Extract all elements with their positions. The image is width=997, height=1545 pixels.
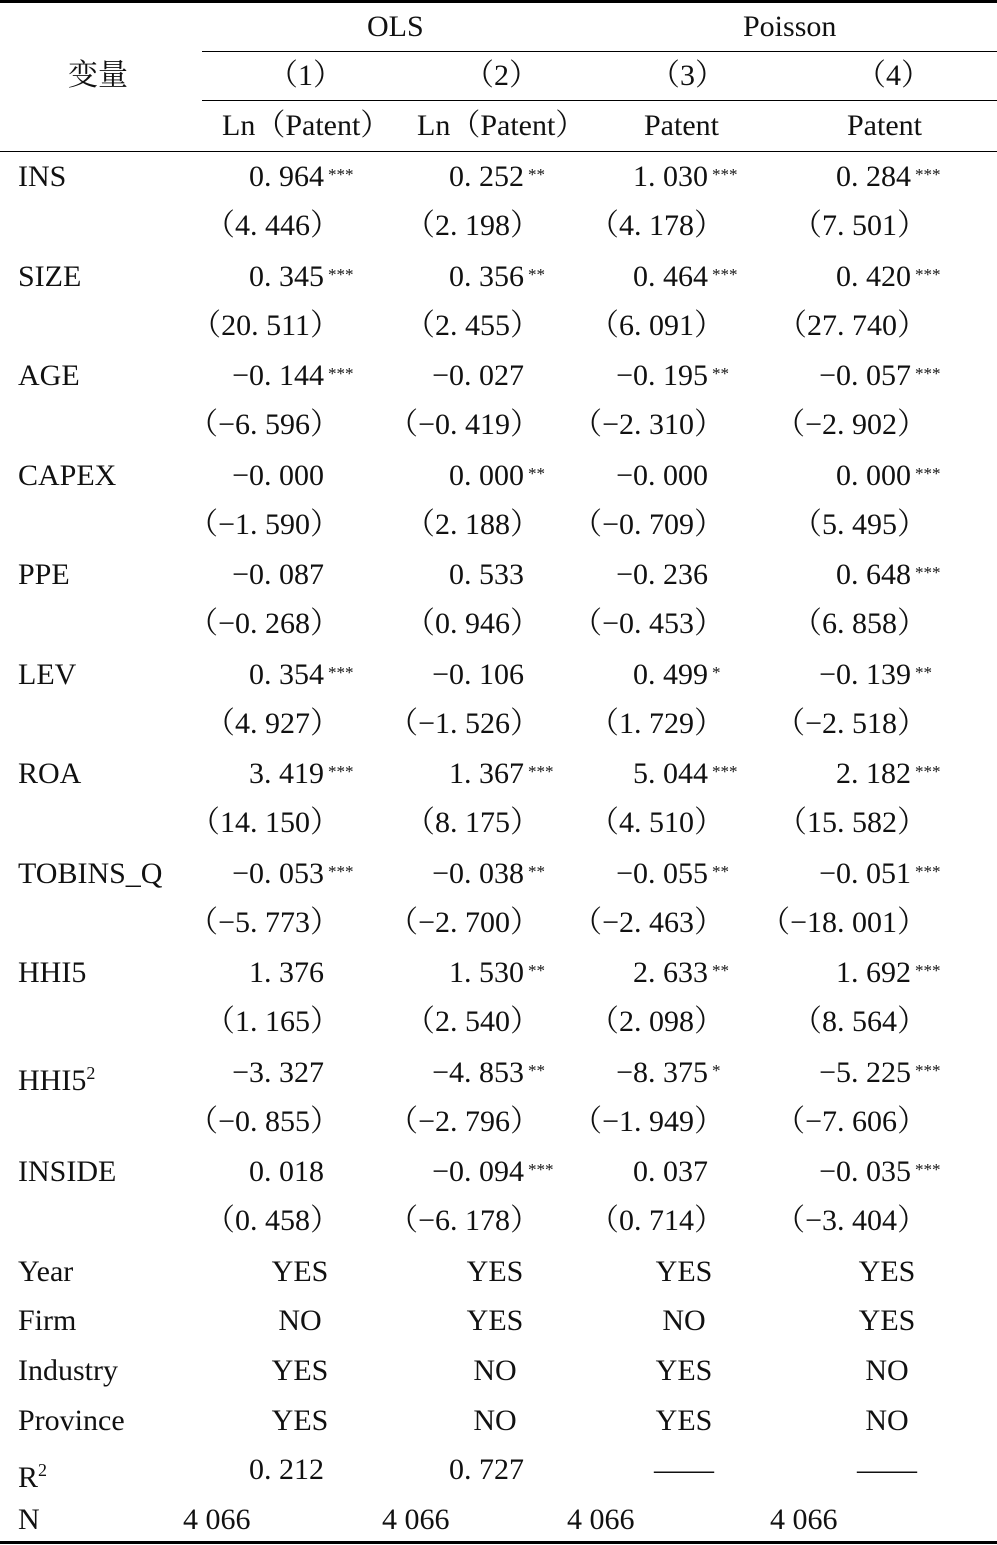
coef-value: 1. 367: [449, 757, 524, 790]
row-label: [18, 459, 116, 493]
coef-cell: [249, 757, 354, 791]
coef-value: −0. 087: [232, 558, 324, 591]
std-error-cell: （−18. 001）: [760, 905, 927, 939]
control-value: YES: [271, 1403, 329, 1437]
coef-cell: [249, 1155, 324, 1189]
std-error-cell: （−2. 796）: [388, 1104, 540, 1138]
coef-cell: [432, 1155, 554, 1189]
coef-value: 1. 530: [449, 956, 524, 989]
coef-cell: [836, 956, 941, 990]
std-error-cell: （8. 175）: [405, 806, 540, 839]
coef-value: 1. 030: [633, 160, 708, 193]
significance-stars: ***: [915, 165, 941, 184]
coef-cell: [633, 956, 729, 990]
std-error-cell: （1. 165）: [205, 1005, 340, 1038]
std-error-cell: （−3. 404）: [775, 1204, 927, 1237]
r2-value: 0. 212: [249, 1453, 324, 1487]
std-error-cell: （15. 582）: [777, 806, 927, 839]
control-value: NO: [865, 1403, 909, 1437]
row-label: [18, 359, 80, 393]
std-error-cell: （−1. 590）: [188, 507, 340, 541]
coef-cell: [616, 856, 729, 891]
std-error-cell: （2. 455）: [405, 308, 540, 342]
std-error-cell: （2. 188）: [405, 507, 540, 541]
row-label-text: PPE: [18, 558, 70, 591]
coef-value: 0. 356: [449, 259, 524, 293]
coef-cell: [449, 458, 545, 493]
coef-cell: [633, 757, 738, 791]
coef-cell: [633, 259, 738, 294]
coef-cell: [249, 657, 354, 692]
r2-label-text: R: [18, 1461, 39, 1495]
significance-stars: ***: [328, 662, 354, 682]
std-error-cell: （6. 091）: [589, 308, 724, 342]
significance-stars: ***: [915, 762, 941, 781]
n-value: 4 066: [183, 1503, 251, 1536]
significance-stars: ***: [528, 1160, 554, 1179]
coef-cell: [616, 1055, 721, 1090]
control-value: NO: [865, 1353, 909, 1387]
std-error-cell: （−0. 453）: [572, 607, 724, 640]
coef-cell: [616, 359, 729, 393]
n-value: 4 066: [770, 1503, 838, 1536]
control-label: Province: [18, 1403, 125, 1437]
n-value: 4 066: [567, 1503, 635, 1536]
std-error-cell: （−5. 773）: [188, 905, 340, 939]
row-label: [18, 757, 81, 791]
row-label-text: HHI5: [18, 956, 87, 989]
row-label: [18, 160, 66, 194]
top-rule: [0, 0, 997, 3]
col-num-4: （4）: [856, 59, 931, 92]
coef-value: 0. 648: [836, 558, 911, 591]
std-error-cell: （0. 714）: [589, 1204, 724, 1237]
coef-value: 0. 018: [249, 1155, 324, 1188]
coef-cell: [633, 160, 738, 194]
coef-value: 0. 464: [633, 259, 708, 293]
significance-stars: ***: [328, 364, 354, 383]
dep-var-2: Ln（Patent）: [417, 109, 586, 142]
coef-value: 2. 633: [633, 956, 708, 989]
dep-var-4: Patent: [847, 109, 922, 142]
control-label: Industry: [18, 1353, 118, 1387]
coef-cell: [449, 757, 554, 791]
r2-value: ——: [654, 1453, 714, 1487]
coef-cell: [449, 956, 545, 990]
coef-cell: [432, 658, 524, 692]
group-ols: OLS: [367, 10, 424, 43]
row-label-text: LEV: [18, 657, 77, 691]
std-error-cell: （−2. 700）: [388, 905, 540, 939]
group-poisson: Poisson: [743, 10, 837, 43]
std-error-cell: （4. 446）: [205, 209, 340, 242]
significance-stars: ***: [328, 165, 354, 184]
coef-cell: [232, 459, 324, 493]
std-error-cell: （−0. 855）: [188, 1104, 340, 1138]
std-error-cell: （−0. 709）: [572, 507, 724, 541]
std-error-cell: （−7. 606）: [775, 1104, 927, 1138]
colnum-underline: [202, 100, 997, 101]
significance-stars: ***: [915, 364, 941, 383]
coef-cell: [432, 359, 524, 393]
control-value: YES: [655, 1254, 713, 1288]
std-error-cell: （−2. 518）: [775, 706, 927, 740]
coef-cell: [232, 558, 324, 592]
col-num-3: （3）: [650, 59, 725, 92]
significance-stars: ***: [528, 762, 554, 781]
n-label: N: [18, 1503, 40, 1536]
std-error-cell: （2. 540）: [405, 1005, 540, 1038]
significance-stars: ***: [915, 961, 941, 980]
coef-value: −0. 051: [819, 856, 911, 890]
row-label: [18, 1155, 116, 1189]
coef-value: −0. 139: [819, 657, 911, 691]
significance-stars: ***: [915, 1160, 941, 1179]
col-num-2: （2）: [464, 59, 539, 92]
coef-value: −5. 225: [819, 1055, 911, 1089]
significance-stars: ***: [915, 1060, 941, 1080]
coef-value: −0. 000: [232, 458, 324, 492]
dep-var-1: Ln（Patent）: [222, 109, 391, 142]
significance-stars: **: [915, 662, 932, 682]
std-error-cell: （0. 458）: [205, 1204, 340, 1237]
std-error-cell: （1. 729）: [589, 706, 724, 740]
std-error-cell: （−6. 178）: [388, 1204, 540, 1237]
coef-cell: [449, 558, 524, 592]
significance-stars: **: [712, 364, 729, 383]
control-label: Firm: [18, 1304, 77, 1338]
coef-value: −0. 035: [819, 1155, 911, 1188]
std-error-cell: （7. 501）: [792, 209, 927, 242]
std-error-cell: （−2. 902）: [775, 408, 927, 441]
coef-cell: [819, 1155, 941, 1189]
coef-value: −0. 055: [616, 856, 708, 890]
std-error-cell: （−1. 949）: [572, 1104, 724, 1138]
coef-cell: [633, 657, 721, 692]
coef-cell: [232, 856, 354, 891]
coef-value: −3. 327: [232, 1055, 324, 1089]
r2-label-sup: 2: [38, 1460, 48, 1481]
std-error-cell: （0. 946）: [405, 607, 540, 640]
coef-cell: [432, 856, 545, 891]
control-value: YES: [858, 1254, 916, 1288]
coef-cell: [836, 160, 941, 194]
significance-stars: ***: [915, 861, 941, 881]
std-error-cell: （−2. 310）: [572, 408, 724, 441]
coef-cell: [819, 856, 941, 891]
coef-value: −0. 106: [432, 657, 524, 691]
coef-cell: [836, 558, 941, 592]
coef-value: 5. 044: [633, 757, 708, 790]
coef-value: 0. 420: [836, 259, 911, 293]
std-error-cell: （14. 150）: [190, 806, 340, 839]
header-rule: [0, 151, 997, 152]
coef-value: 0. 000: [449, 458, 524, 492]
coef-value: −0. 038: [432, 856, 524, 890]
r2-label: [18, 1453, 47, 1495]
significance-stars: **: [528, 861, 545, 881]
control-value: YES: [271, 1353, 329, 1387]
col-num-1: （1）: [268, 59, 343, 92]
significance-stars: *: [712, 662, 721, 682]
row-label-text: ROA: [18, 757, 82, 790]
coef-value: 0. 499: [633, 657, 708, 691]
coef-value: 0. 000: [836, 458, 911, 492]
control-value: YES: [466, 1254, 524, 1288]
significance-stars: *: [712, 1060, 721, 1080]
std-error-cell: （6. 858）: [792, 607, 927, 640]
significance-stars: ***: [328, 762, 354, 781]
significance-stars: **: [712, 961, 729, 980]
row-label: [18, 260, 81, 294]
significance-stars: **: [712, 861, 729, 881]
coef-cell: [819, 359, 941, 393]
coef-value: −0. 195: [616, 359, 708, 392]
significance-stars: ***: [328, 861, 354, 881]
coef-cell: [633, 1155, 708, 1189]
coef-value: −0. 094: [432, 1155, 524, 1188]
std-error-cell: （27. 740）: [777, 308, 927, 342]
significance-stars: **: [528, 1060, 545, 1080]
significance-stars: ***: [915, 563, 941, 582]
row-label-text: INSIDE: [18, 1155, 117, 1188]
row-label-text: HHI5: [18, 1063, 87, 1097]
significance-stars: ***: [915, 463, 941, 483]
row-label: [18, 1056, 95, 1098]
row-label-text: CAPEX: [18, 458, 117, 492]
control-label: Year: [18, 1254, 74, 1288]
std-error-cell: （−6. 596）: [188, 408, 340, 441]
r2-value: ——: [857, 1453, 917, 1487]
coef-value: 1. 376: [249, 956, 324, 989]
coef-cell: [449, 160, 545, 194]
row-label: [18, 857, 162, 891]
bottom-rule: [0, 1541, 997, 1544]
coef-cell: [249, 259, 354, 294]
row-label-sup: 2: [86, 1062, 96, 1083]
coef-value: 0. 345: [249, 259, 324, 293]
coef-value: −0. 236: [616, 558, 708, 591]
row-label-text: TOBINS_Q: [18, 856, 163, 890]
significance-stars: ***: [712, 165, 738, 184]
coef-cell: [249, 956, 324, 990]
coef-value: 0. 964: [249, 160, 324, 193]
coef-value: −8. 375: [616, 1055, 708, 1089]
control-value: YES: [271, 1254, 329, 1288]
coef-value: 1. 692: [836, 956, 911, 989]
std-error-cell: （20. 511）: [191, 308, 340, 342]
coef-value: −4. 853: [432, 1055, 524, 1089]
coef-value: 2. 182: [836, 757, 911, 790]
std-error-cell: （4. 510）: [589, 806, 724, 839]
std-error-cell: （−0. 268）: [188, 607, 340, 640]
control-value: YES: [858, 1304, 916, 1338]
coef-value: 0. 533: [449, 558, 524, 591]
ols-underline: [202, 51, 997, 52]
std-error-cell: （−1. 526）: [388, 706, 540, 740]
control-value: NO: [473, 1403, 517, 1437]
std-error-cell: （2. 198）: [405, 209, 540, 242]
coef-cell: [616, 459, 708, 493]
row-label-text: SIZE: [18, 259, 82, 293]
coef-cell: [449, 259, 545, 294]
significance-stars: **: [528, 264, 545, 284]
std-error-cell: （2. 098）: [589, 1005, 724, 1038]
significance-stars: ***: [712, 762, 738, 781]
control-value: NO: [278, 1304, 322, 1338]
coef-cell: [836, 259, 941, 294]
row-label: [18, 558, 70, 592]
std-error-cell: （8. 564）: [792, 1005, 927, 1038]
coef-cell: [836, 757, 941, 791]
coef-value: −0. 000: [616, 458, 708, 492]
row-label: [18, 658, 76, 692]
std-error-cell: （−2. 463）: [572, 905, 724, 939]
dep-var-3: Patent: [644, 109, 719, 142]
coef-cell: [616, 558, 708, 592]
coef-value: −0. 027: [432, 359, 524, 392]
significance-stars: ***: [915, 264, 941, 284]
std-error-cell: （−0. 419）: [388, 408, 540, 441]
control-value: YES: [655, 1403, 713, 1437]
row-label: [18, 956, 86, 990]
coef-value: −0. 144: [232, 359, 324, 392]
coef-value: −0. 053: [232, 856, 324, 890]
row-label-text: INS: [18, 160, 67, 193]
significance-stars: **: [528, 463, 545, 483]
control-value: NO: [473, 1353, 517, 1387]
coef-value: 3. 419: [249, 757, 324, 790]
coef-cell: [819, 1055, 941, 1090]
coef-value: 0. 252: [449, 160, 524, 193]
significance-stars: ***: [328, 264, 354, 284]
significance-stars: **: [528, 961, 545, 980]
std-error-cell: （4. 178）: [589, 209, 724, 242]
coef-cell: [819, 657, 932, 692]
coef-cell: [836, 458, 941, 493]
coef-cell: [232, 1056, 324, 1090]
coef-value: 0. 284: [836, 160, 911, 193]
r2-value: 0. 727: [449, 1453, 524, 1487]
std-error-cell: （5. 495）: [792, 507, 927, 541]
control-value: YES: [655, 1353, 713, 1387]
var-header: 变量: [68, 59, 128, 92]
significance-stars: ***: [712, 264, 738, 284]
coef-cell: [232, 359, 354, 393]
control-value: NO: [662, 1304, 706, 1338]
n-value: 4 066: [382, 1503, 450, 1536]
control-value: YES: [466, 1304, 524, 1338]
coef-cell: [249, 160, 354, 194]
std-error-cell: （4. 927）: [205, 706, 340, 740]
significance-stars: **: [528, 165, 545, 184]
coef-cell: [432, 1055, 545, 1090]
coef-value: 0. 037: [633, 1155, 708, 1188]
coef-value: −0. 057: [819, 359, 911, 392]
row-label-text: AGE: [18, 359, 80, 392]
coef-value: 0. 354: [249, 657, 324, 691]
